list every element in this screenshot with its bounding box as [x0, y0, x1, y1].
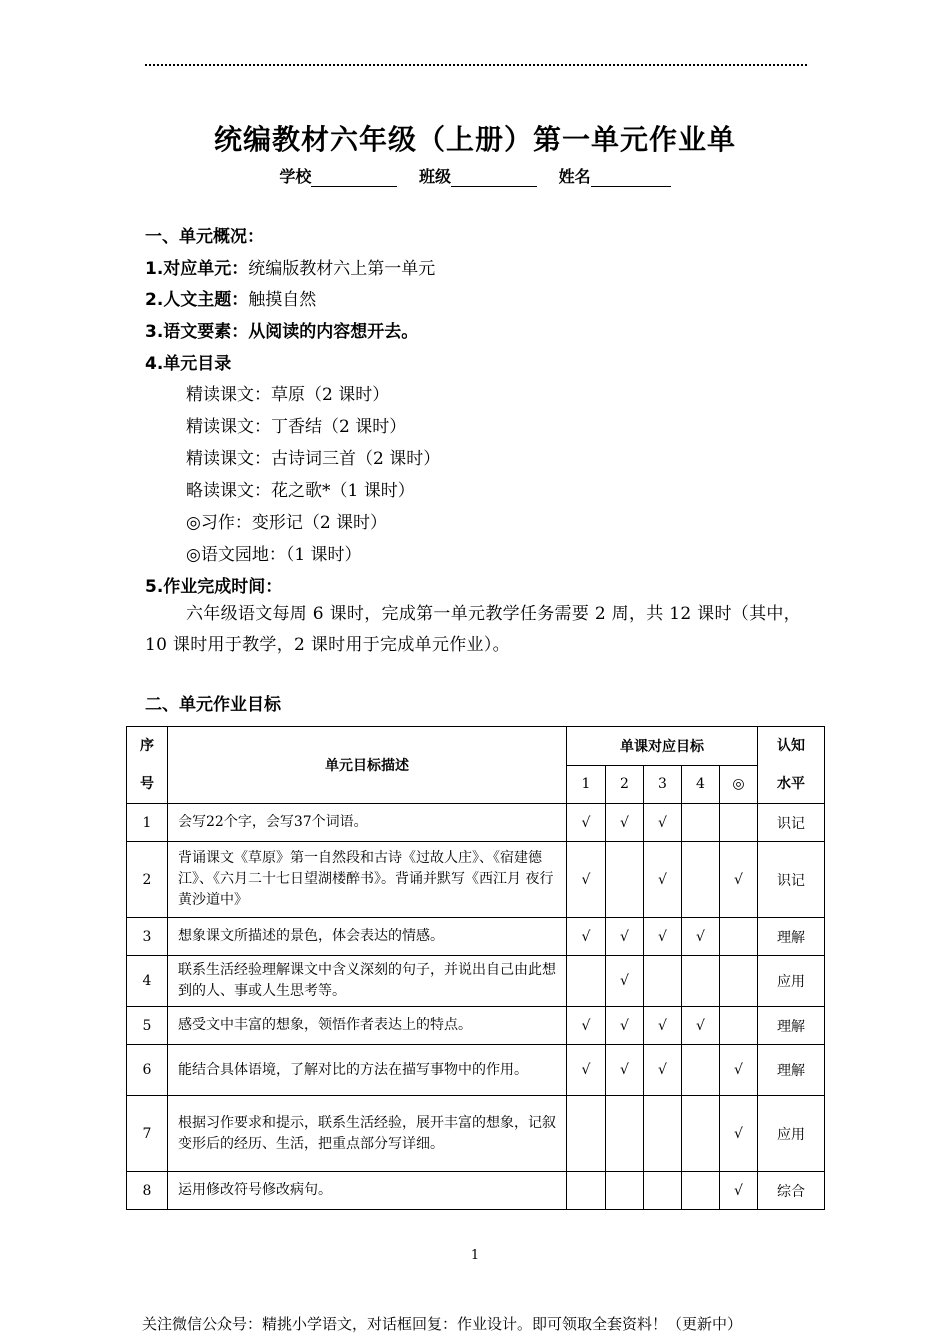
- lesson-col-4: 4: [682, 765, 720, 804]
- catalog-item: ◎习作：变形记（2 课时）: [186, 513, 388, 533]
- header-rule: [145, 64, 807, 66]
- unit-line: [145, 254, 435, 279]
- row-mark: [682, 1045, 720, 1096]
- seq-header-top: 序: [140, 738, 154, 754]
- time-label: 5.作业完成时间：: [145, 577, 283, 597]
- row-no: 2: [127, 842, 168, 918]
- page-number: 1: [470, 1248, 480, 1263]
- row-level: 应用: [758, 1096, 825, 1172]
- lesson-col-special: ◎: [720, 765, 758, 804]
- row-mark: [720, 1007, 758, 1045]
- row-mark: √: [682, 1007, 720, 1045]
- row-mark: √: [567, 1007, 606, 1045]
- time-line: [145, 572, 282, 597]
- row-mark: [682, 804, 720, 842]
- table-row: [127, 804, 825, 842]
- row-level: 理解: [758, 918, 825, 956]
- row-level: 应用: [758, 956, 825, 1007]
- row-desc: 想象课文所描述的景色，体会表达的情感。: [168, 918, 567, 956]
- level-header-top: 认知: [777, 738, 805, 754]
- row-mark: [720, 918, 758, 956]
- row-mark: [567, 956, 606, 1007]
- row-mark: [682, 1096, 720, 1172]
- footer-note: 关注微信公众号：精挑小学语文，对话框回复：作业设计。即可领取全套资料！（更新中）: [142, 1315, 743, 1333]
- seq-header: [127, 727, 168, 804]
- page-title: 统编教材六年级（上册）第一单元作业单: [213, 123, 736, 156]
- level-header: [758, 727, 825, 804]
- row-level: 识记: [758, 804, 825, 842]
- row-level: 识记: [758, 842, 825, 918]
- table-row: [127, 1172, 825, 1210]
- table-row: [127, 956, 825, 1007]
- row-desc: 运用修改符号修改病句。: [168, 1172, 567, 1210]
- row-mark: √: [644, 1045, 682, 1096]
- theme-label: 2.人文主题：: [145, 290, 249, 310]
- lessons-header: 单课对应目标: [567, 727, 758, 766]
- table-row: [127, 842, 825, 918]
- row-no: 8: [127, 1172, 168, 1210]
- desc-header: 单元目标描述: [168, 727, 567, 804]
- row-level: 理解: [758, 1007, 825, 1045]
- catalog-item: ◎语文园地：（1 课时）: [186, 545, 362, 565]
- table-header-row: [127, 727, 825, 766]
- catalog-label: 4.单元目录: [145, 354, 232, 374]
- element-label: 3.语文要素：: [145, 322, 249, 342]
- catalog-item: 略读课文：花之歌*（1 课时）: [186, 481, 415, 501]
- unit-value: 统编版教材六上第一单元: [248, 259, 436, 279]
- row-mark: [606, 842, 644, 918]
- row-mark: [606, 1172, 644, 1210]
- row-no: 5: [127, 1007, 168, 1045]
- row-mark: √: [644, 842, 682, 918]
- row-desc: 背诵课文《草原》第一自然段和古诗《过故人庄》、《宿建德江》、《六月二十七日望湖楼醉书》。背诵并默写《西江月 夜行黄沙道中》: [168, 842, 567, 918]
- row-mark: √: [567, 804, 606, 842]
- row-mark: √: [720, 1096, 758, 1172]
- section1-heading: 一、单元概况：: [145, 227, 264, 247]
- time-paragraph: 六年级语文每周 6 课时，完成第一单元教学任务需要 2 周，共 12 课时（其中，10 课时用于教学，2 课时用于完成单元作业）。: [145, 604, 801, 655]
- row-mark: [567, 1096, 606, 1172]
- row-desc: 联系生活经验理解课文中含义深刻的句子，并说出自己由此想到的人、事或人生思考等。: [168, 956, 567, 1007]
- student-info-line: [0, 164, 950, 187]
- row-mark: [720, 804, 758, 842]
- school-label: 学校: [279, 167, 312, 186]
- row-level: 理解: [758, 1045, 825, 1096]
- row-no: 7: [127, 1096, 168, 1172]
- row-mark: [644, 956, 682, 1007]
- row-mark: √: [644, 1007, 682, 1045]
- row-desc: 会写22个字，会写37个词语。: [168, 804, 567, 842]
- row-mark: [644, 1172, 682, 1210]
- row-mark: √: [606, 956, 644, 1007]
- row-mark: √: [606, 804, 644, 842]
- seq-header-bottom: 号: [140, 776, 154, 792]
- goals-table: [126, 726, 825, 1210]
- table-row: [127, 1045, 825, 1096]
- row-mark: √: [567, 842, 606, 918]
- school-blank[interactable]: [311, 172, 397, 187]
- element-value: 从阅读的内容想开去。: [248, 322, 419, 342]
- row-mark: [682, 1172, 720, 1210]
- name-blank[interactable]: [591, 172, 671, 187]
- row-mark: [644, 1096, 682, 1172]
- section2-heading: 二、单元作业目标: [145, 695, 281, 715]
- class-blank[interactable]: [451, 172, 537, 187]
- theme-value: 触摸自然: [248, 290, 317, 310]
- row-no: 3: [127, 918, 168, 956]
- row-mark: √: [644, 918, 682, 956]
- row-mark: [682, 842, 720, 918]
- row-mark: √: [644, 804, 682, 842]
- row-mark: [720, 956, 758, 1007]
- row-desc: 感受文中丰富的想象，领悟作者表达上的特点。: [168, 1007, 567, 1045]
- row-desc: 根据习作要求和提示，联系生活经验，展开丰富的想象，记叙变形后的经历、生活，把重点部分写详细。: [168, 1096, 567, 1172]
- row-mark: [682, 956, 720, 1007]
- row-mark: √: [682, 918, 720, 956]
- class-label: 班级: [418, 167, 451, 186]
- unit-label: 1.对应单元：: [145, 259, 249, 279]
- row-mark: √: [567, 1045, 606, 1096]
- catalog-item: 精读课文：丁香结（2 课时）: [186, 417, 407, 437]
- row-mark: √: [720, 1045, 758, 1096]
- row-level: 综合: [758, 1172, 825, 1210]
- row-mark: [606, 1096, 644, 1172]
- lesson-col-3: 3: [644, 765, 682, 804]
- row-mark: √: [720, 842, 758, 918]
- row-mark: √: [606, 918, 644, 956]
- catalog-item: 精读课文：古诗词三首（2 课时）: [186, 449, 441, 469]
- row-no: 1: [127, 804, 168, 842]
- theme-line: [145, 285, 316, 310]
- row-desc: 能结合具体语境，了解对比的方法在描写事物中的作用。: [168, 1045, 567, 1096]
- row-no: 4: [127, 956, 168, 1007]
- catalog-item: 精读课文：草原（2 课时）: [186, 385, 390, 405]
- table-row: [127, 1096, 825, 1172]
- lesson-col-1: 1: [567, 765, 606, 804]
- table-row: [127, 918, 825, 956]
- row-mark: [567, 1172, 606, 1210]
- row-mark: √: [606, 1007, 644, 1045]
- row-no: 6: [127, 1045, 168, 1096]
- row-mark: √: [567, 918, 606, 956]
- lesson-col-2: 2: [606, 765, 644, 804]
- element-line: [145, 317, 418, 342]
- catalog-line: [145, 349, 231, 374]
- row-mark: √: [720, 1172, 758, 1210]
- row-mark: √: [606, 1045, 644, 1096]
- name-label: 姓名: [558, 167, 591, 186]
- table-row: [127, 1007, 825, 1045]
- level-header-bottom: 水平: [777, 776, 805, 792]
